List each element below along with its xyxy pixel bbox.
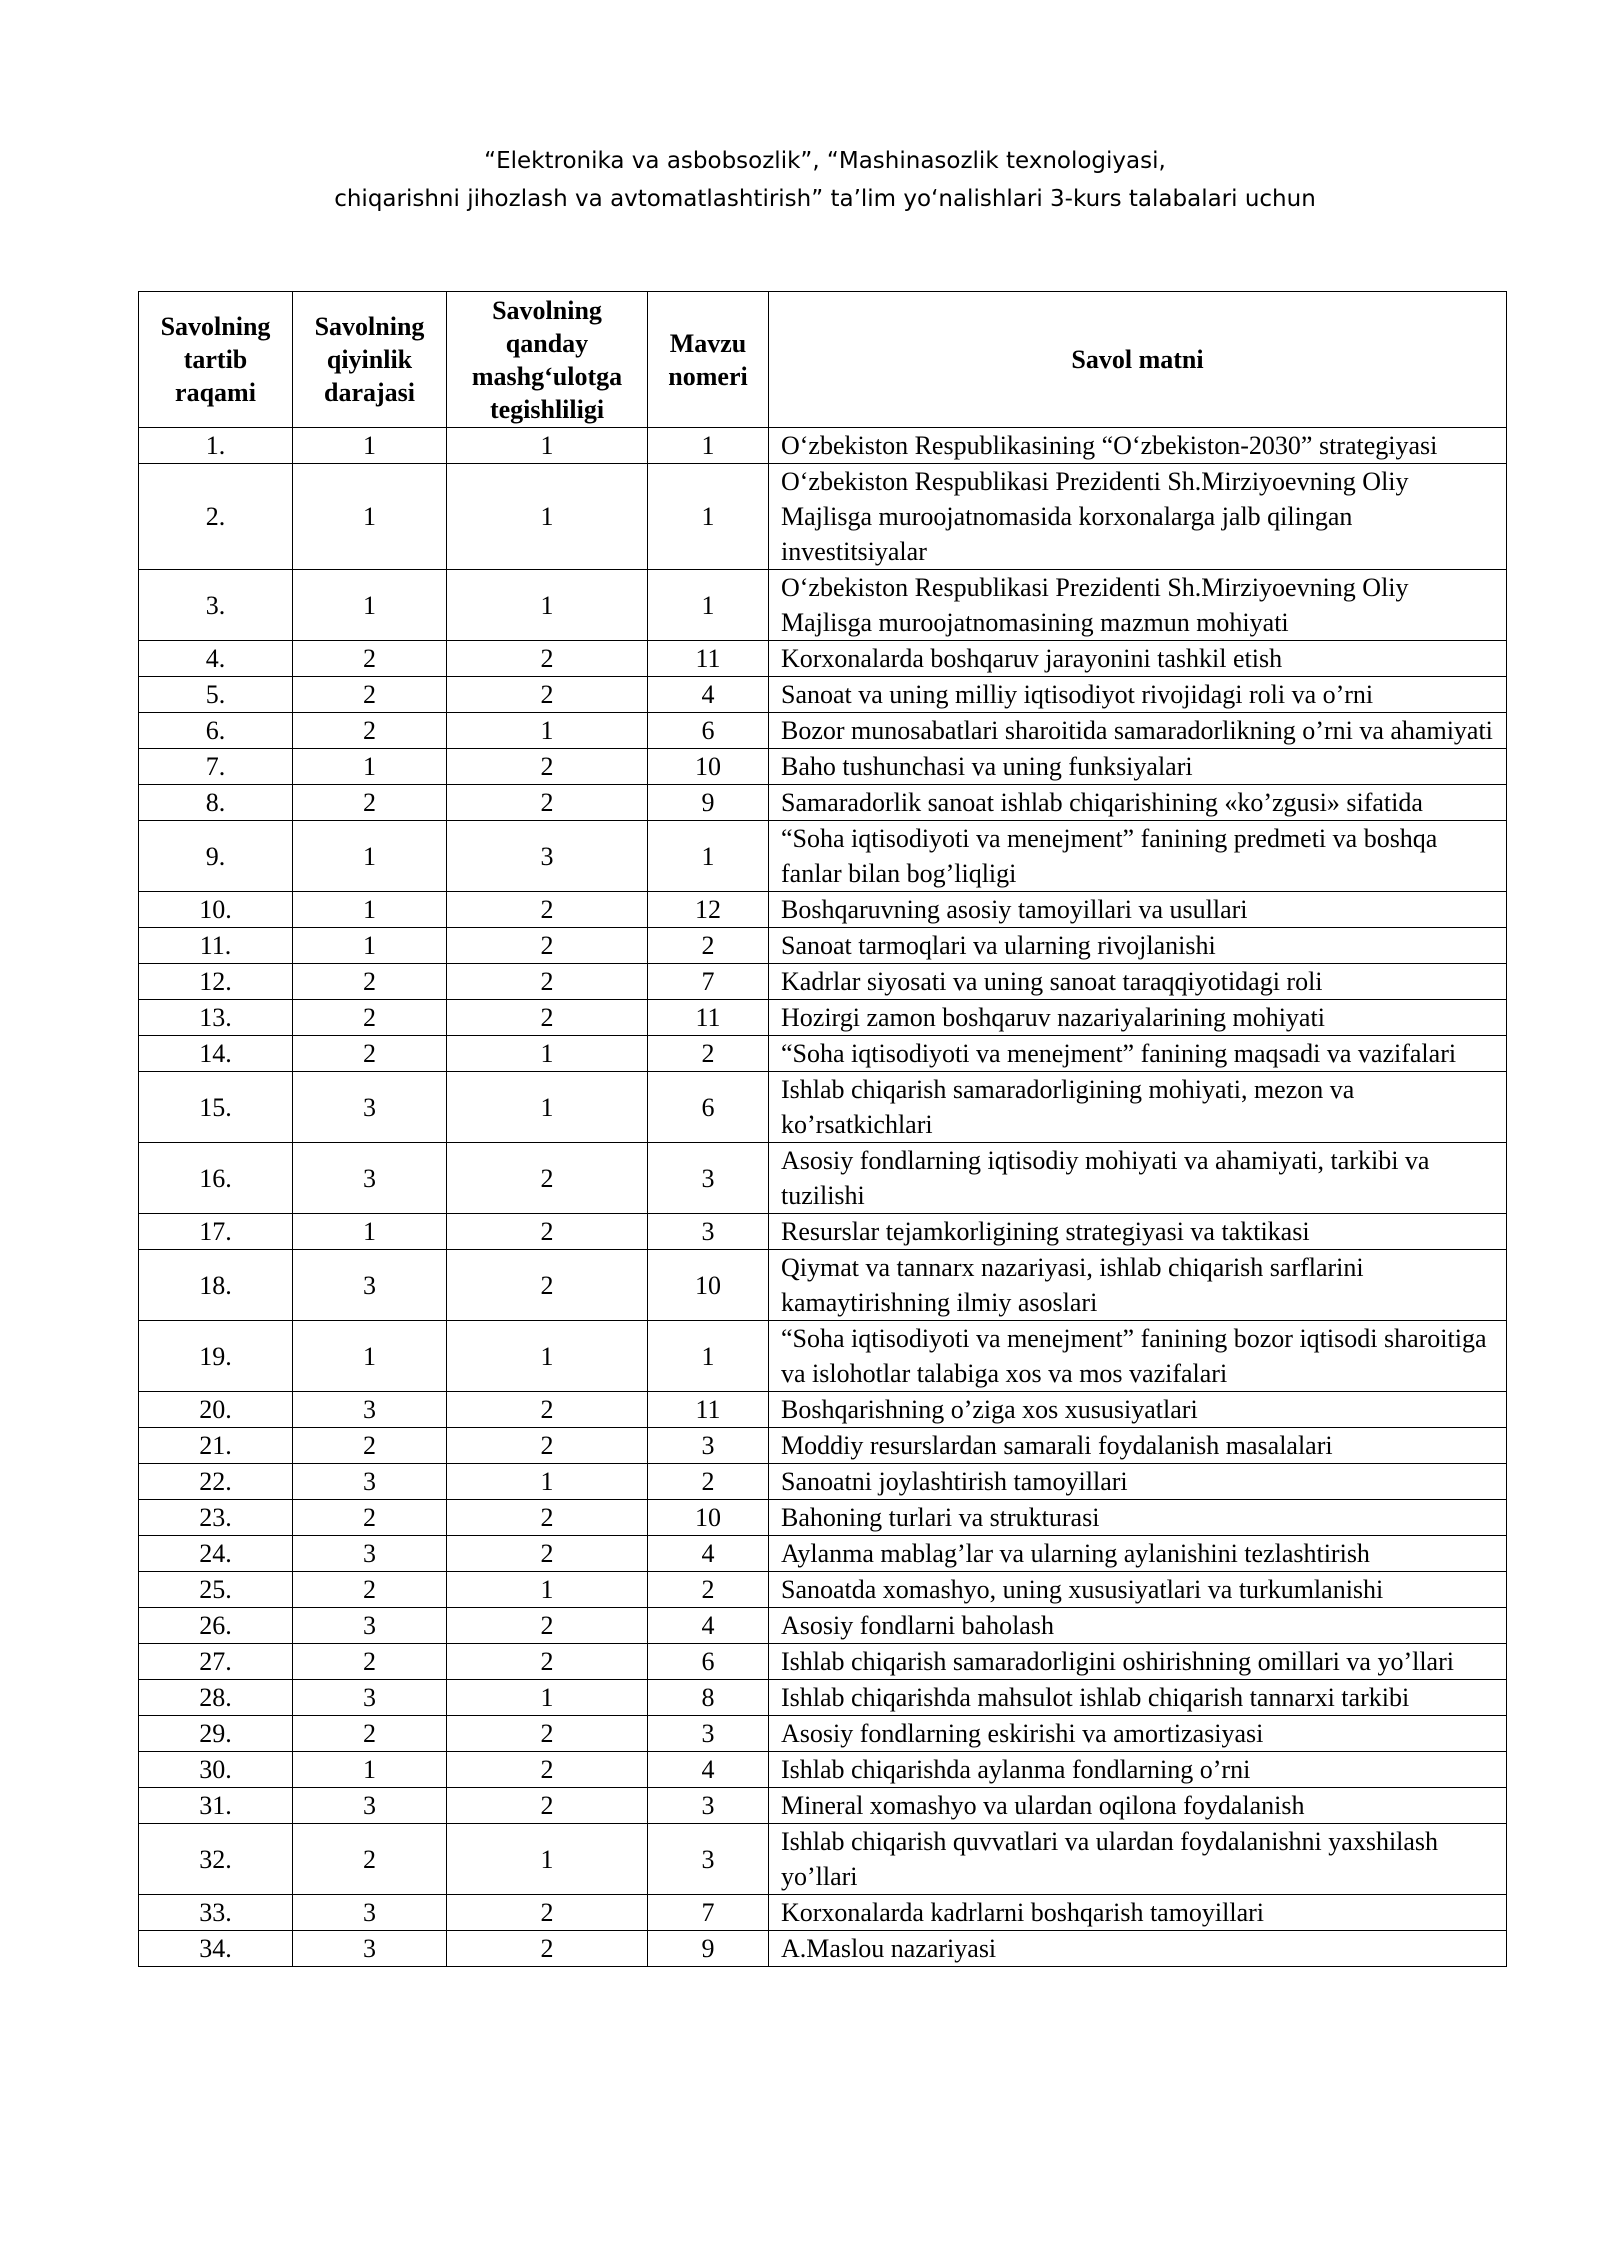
cell-lesson-type: 2 — [447, 1500, 648, 1536]
cell-question-text: Asosiy fondlarning iqtisodiy mohiyati va ahamiyati, tarkibi va tuzilishi — [769, 1143, 1507, 1214]
header-question-number: Savolning tartib raqami — [139, 292, 293, 428]
cell-question-text: A.Maslou nazariyasi — [769, 1931, 1507, 1967]
cell-question-text: Ishlab chiqarish quvvatlari va ulardan foydalanishni yaxshilash yo’llari — [769, 1824, 1507, 1895]
cell-topic-number: 7 — [648, 964, 769, 1000]
cell-lesson-type: 2 — [447, 1428, 648, 1464]
cell-lesson-type: 1 — [447, 428, 648, 464]
cell-lesson-type: 1 — [447, 1824, 648, 1895]
cell-topic-number: 4 — [648, 1752, 769, 1788]
cell-question-number: 8. — [139, 785, 293, 821]
table-row — [139, 570, 1507, 641]
cell-question-number: 29. — [139, 1716, 293, 1752]
header-topic-number: Mavzu nomeri — [648, 292, 769, 428]
cell-difficulty: 2 — [293, 1824, 447, 1895]
cell-question-text: Korxonalarda kadrlarni boshqarish tamoyillari — [769, 1895, 1507, 1931]
cell-question-number: 16. — [139, 1143, 293, 1214]
cell-question-number: 32. — [139, 1824, 293, 1895]
table-row — [139, 928, 1507, 964]
cell-lesson-type: 2 — [447, 749, 648, 785]
cell-difficulty: 1 — [293, 1214, 447, 1250]
cell-question-number: 17. — [139, 1214, 293, 1250]
cell-difficulty: 1 — [293, 928, 447, 964]
table-row — [139, 1428, 1507, 1464]
cell-topic-number: 10 — [648, 749, 769, 785]
table-row — [139, 1392, 1507, 1428]
table-row — [139, 1895, 1507, 1931]
table-row — [139, 1464, 1507, 1500]
header-lesson-type: Savolning qanday mashg‘ulotga tegishliligi — [447, 292, 648, 428]
cell-topic-number: 2 — [648, 1572, 769, 1608]
cell-question-number: 18. — [139, 1250, 293, 1321]
cell-question-number: 9. — [139, 821, 293, 892]
cell-question-text: Asosiy fondlarning eskirishi va amortizasiyasi — [769, 1716, 1507, 1752]
cell-question-number: 11. — [139, 928, 293, 964]
cell-difficulty: 2 — [293, 1572, 447, 1608]
cell-topic-number: 11 — [648, 1392, 769, 1428]
cell-lesson-type: 3 — [447, 821, 648, 892]
cell-question-text: Korxonalarda boshqaruv jarayonini tashkil etish — [769, 641, 1507, 677]
cell-topic-number: 3 — [648, 1824, 769, 1895]
cell-lesson-type: 2 — [447, 1644, 648, 1680]
cell-question-number: 24. — [139, 1536, 293, 1572]
cell-difficulty: 3 — [293, 1250, 447, 1321]
cell-difficulty: 3 — [293, 1895, 447, 1931]
table-row — [139, 1500, 1507, 1536]
cell-question-number: 10. — [139, 892, 293, 928]
cell-question-text: Qiymat va tannarx nazariyasi, ishlab chiqarish sarflarini kamaytirishning ilmiy asoslari — [769, 1250, 1507, 1321]
cell-question-number: 3. — [139, 570, 293, 641]
table-row — [139, 964, 1507, 1000]
cell-topic-number: 3 — [648, 1428, 769, 1464]
table-row — [139, 1143, 1507, 1214]
cell-lesson-type: 2 — [447, 1143, 648, 1214]
cell-lesson-type: 1 — [447, 1464, 648, 1500]
cell-question-text: Baho tushunchasi va uning funksiyalari — [769, 749, 1507, 785]
cell-question-number: 5. — [139, 677, 293, 713]
cell-lesson-type: 2 — [447, 1895, 648, 1931]
cell-difficulty: 1 — [293, 464, 447, 570]
cell-question-text: Sanoat tarmoqlari va ularning rivojlanishi — [769, 928, 1507, 964]
cell-difficulty: 3 — [293, 1392, 447, 1428]
cell-difficulty: 3 — [293, 1608, 447, 1644]
cell-difficulty: 2 — [293, 1644, 447, 1680]
cell-question-number: 25. — [139, 1572, 293, 1608]
cell-topic-number: 10 — [648, 1250, 769, 1321]
table-row — [139, 749, 1507, 785]
cell-topic-number: 11 — [648, 1000, 769, 1036]
cell-question-number: 33. — [139, 1895, 293, 1931]
header-difficulty-level: Savolning qiyinlik darajasi — [293, 292, 447, 428]
cell-lesson-type: 1 — [447, 1036, 648, 1072]
cell-question-number: 15. — [139, 1072, 293, 1143]
cell-difficulty: 2 — [293, 1000, 447, 1036]
cell-lesson-type: 2 — [447, 1000, 648, 1036]
table-row — [139, 1072, 1507, 1143]
cell-question-number: 6. — [139, 713, 293, 749]
cell-lesson-type: 1 — [447, 713, 648, 749]
cell-difficulty: 2 — [293, 1500, 447, 1536]
cell-question-number: 34. — [139, 1931, 293, 1967]
table-row — [139, 1680, 1507, 1716]
table-body — [139, 428, 1507, 1967]
cell-question-text: Ishlab chiqarishda mahsulot ishlab chiqarish tannarxi tarkibi — [769, 1680, 1507, 1716]
cell-difficulty: 2 — [293, 964, 447, 1000]
cell-topic-number: 4 — [648, 1536, 769, 1572]
cell-lesson-type: 2 — [447, 964, 648, 1000]
table-row — [139, 892, 1507, 928]
cell-topic-number: 7 — [648, 1895, 769, 1931]
cell-difficulty: 2 — [293, 785, 447, 821]
cell-topic-number: 1 — [648, 464, 769, 570]
cell-question-text: Resurslar tejamkorligining strategiyasi va taktikasi — [769, 1214, 1507, 1250]
cell-question-text: Boshqarishning o’ziga xos xususiyatlari — [769, 1392, 1507, 1428]
cell-question-number: 2. — [139, 464, 293, 570]
cell-question-text: Ishlab chiqarishda aylanma fondlarning o’rni — [769, 1752, 1507, 1788]
cell-lesson-type: 2 — [447, 1214, 648, 1250]
cell-question-text: Hozirgi zamon boshqaruv nazariyalarining mohiyati — [769, 1000, 1507, 1036]
cell-question-number: 31. — [139, 1788, 293, 1824]
table-row — [139, 785, 1507, 821]
cell-difficulty: 1 — [293, 1321, 447, 1392]
cell-lesson-type: 2 — [447, 1392, 648, 1428]
cell-lesson-type: 1 — [447, 464, 648, 570]
cell-question-text: Bahoning turlari va strukturasi — [769, 1500, 1507, 1536]
table-row — [139, 713, 1507, 749]
document-heading — [0, 142, 1600, 218]
cell-topic-number: 3 — [648, 1214, 769, 1250]
cell-lesson-type: 2 — [447, 1608, 648, 1644]
table-row — [139, 1716, 1507, 1752]
cell-question-text: Ishlab chiqarish samaradorligini oshirishning omillari va yo’llari — [769, 1644, 1507, 1680]
cell-question-text: Moddiy resurslardan samarali foydalanish masalalari — [769, 1428, 1507, 1464]
table-row — [139, 1036, 1507, 1072]
cell-difficulty: 3 — [293, 1072, 447, 1143]
cell-difficulty: 1 — [293, 821, 447, 892]
table-row — [139, 1644, 1507, 1680]
table-row — [139, 1000, 1507, 1036]
cell-lesson-type: 1 — [447, 570, 648, 641]
table-row — [139, 464, 1507, 570]
cell-topic-number: 1 — [648, 428, 769, 464]
cell-topic-number: 9 — [648, 785, 769, 821]
cell-difficulty: 3 — [293, 1536, 447, 1572]
cell-difficulty: 3 — [293, 1680, 447, 1716]
cell-question-text: Sanoatni joylashtirish tamoyillari — [769, 1464, 1507, 1500]
cell-question-text: Boshqaruvning asosiy tamoyillari va usullari — [769, 892, 1507, 928]
cell-question-number: 13. — [139, 1000, 293, 1036]
cell-lesson-type: 1 — [447, 1680, 648, 1716]
table-row — [139, 1250, 1507, 1321]
cell-topic-number: 12 — [648, 892, 769, 928]
cell-question-text: Asosiy fondlarni baholash — [769, 1608, 1507, 1644]
cell-question-number: 21. — [139, 1428, 293, 1464]
cell-topic-number: 6 — [648, 1644, 769, 1680]
cell-topic-number: 6 — [648, 1072, 769, 1143]
cell-lesson-type: 2 — [447, 892, 648, 928]
cell-topic-number: 2 — [648, 1036, 769, 1072]
cell-question-text: Sanoat va uning milliy iqtisodiyot rivojidagi roli va o’rni — [769, 677, 1507, 713]
cell-difficulty: 3 — [293, 1788, 447, 1824]
cell-question-number: 7. — [139, 749, 293, 785]
heading-line-1: “Elektronika va asbobsozlik”, “Mashinasozlik texnologiyasi, — [484, 148, 1166, 174]
table-header-row — [139, 292, 1507, 428]
cell-question-number: 19. — [139, 1321, 293, 1392]
cell-question-text: Samaradorlik sanoat ishlab chiqarishining «ko’zgusi» sifatida — [769, 785, 1507, 821]
cell-question-number: 28. — [139, 1680, 293, 1716]
cell-question-number: 30. — [139, 1752, 293, 1788]
cell-topic-number: 8 — [648, 1680, 769, 1716]
cell-topic-number: 2 — [648, 1464, 769, 1500]
cell-question-text: Ishlab chiqarish samaradorligining mohiyati, mezon va ko’rsatkichlari — [769, 1072, 1507, 1143]
cell-difficulty: 1 — [293, 749, 447, 785]
cell-lesson-type: 2 — [447, 677, 648, 713]
cell-difficulty: 3 — [293, 1931, 447, 1967]
cell-topic-number: 1 — [648, 1321, 769, 1392]
cell-topic-number: 4 — [648, 1608, 769, 1644]
cell-difficulty: 1 — [293, 892, 447, 928]
cell-question-text: Mineral xomashyo va ulardan oqilona foydalanish — [769, 1788, 1507, 1824]
table-row — [139, 1321, 1507, 1392]
cell-topic-number: 9 — [648, 1931, 769, 1967]
cell-topic-number: 2 — [648, 928, 769, 964]
cell-lesson-type: 2 — [447, 1716, 648, 1752]
cell-question-number: 20. — [139, 1392, 293, 1428]
cell-question-text: “Soha iqtisodiyoti va menejment” fanining bozor iqtisodi sharoitiga va islohotlar talabiga xos va mos vazifalari — [769, 1321, 1507, 1392]
cell-lesson-type: 2 — [447, 641, 648, 677]
table-row — [139, 1608, 1507, 1644]
table-row — [139, 1214, 1507, 1250]
cell-difficulty: 2 — [293, 1036, 447, 1072]
table-row — [139, 821, 1507, 892]
cell-question-text: O‘zbekiston Respublikasi Prezidenti Sh.Mirziyoevning Oliy Majlisga muroojatnomasining mazmun mohiyati — [769, 570, 1507, 641]
cell-topic-number: 1 — [648, 570, 769, 641]
cell-question-number: 27. — [139, 1644, 293, 1680]
cell-question-text: Sanoatda xomashyo, uning xususiyatlari va turkumlanishi — [769, 1572, 1507, 1608]
cell-question-number: 26. — [139, 1608, 293, 1644]
cell-lesson-type: 2 — [447, 1250, 648, 1321]
cell-lesson-type: 2 — [447, 1931, 648, 1967]
cell-question-text: O‘zbekiston Respublikasining “O‘zbekiston-2030” strategiyasi — [769, 428, 1507, 464]
table-row — [139, 1824, 1507, 1895]
cell-lesson-type: 2 — [447, 1752, 648, 1788]
cell-question-number: 12. — [139, 964, 293, 1000]
cell-topic-number: 11 — [648, 641, 769, 677]
cell-question-number: 1. — [139, 428, 293, 464]
heading-line-2: chiqarishni jihozlash va avtomatlashtirish” ta’lim yo‘nalishlari 3-kurs talabalari uchun — [334, 186, 1316, 212]
cell-question-number: 4. — [139, 641, 293, 677]
cell-topic-number: 6 — [648, 713, 769, 749]
table-row — [139, 1752, 1507, 1788]
table-row — [139, 1536, 1507, 1572]
cell-difficulty: 1 — [293, 428, 447, 464]
table-row — [139, 1931, 1507, 1967]
table-row — [139, 1572, 1507, 1608]
cell-difficulty: 2 — [293, 677, 447, 713]
cell-difficulty: 1 — [293, 1752, 447, 1788]
cell-lesson-type: 2 — [447, 785, 648, 821]
cell-lesson-type: 1 — [447, 1321, 648, 1392]
cell-difficulty: 2 — [293, 641, 447, 677]
cell-question-text: “Soha iqtisodiyoti va menejment” fanining predmeti va boshqa fanlar bilan bog’liqligi — [769, 821, 1507, 892]
cell-topic-number: 1 — [648, 821, 769, 892]
cell-topic-number: 3 — [648, 1143, 769, 1214]
cell-question-number: 22. — [139, 1464, 293, 1500]
cell-question-text: Kadrlar siyosati va uning sanoat taraqqiyotidagi roli — [769, 964, 1507, 1000]
header-question-text: Savol matni — [769, 292, 1507, 428]
table-row — [139, 1788, 1507, 1824]
cell-question-number: 14. — [139, 1036, 293, 1072]
cell-lesson-type: 1 — [447, 1572, 648, 1608]
cell-topic-number: 4 — [648, 677, 769, 713]
cell-topic-number: 3 — [648, 1716, 769, 1752]
cell-topic-number: 10 — [648, 1500, 769, 1536]
cell-difficulty: 1 — [293, 570, 447, 641]
table-row — [139, 677, 1507, 713]
cell-topic-number: 3 — [648, 1788, 769, 1824]
questions-table — [138, 291, 1507, 1967]
cell-difficulty: 2 — [293, 1716, 447, 1752]
table-row — [139, 428, 1507, 464]
cell-question-text: Bozor munosabatlari sharoitida samaradorlikning o’rni va ahamiyati — [769, 713, 1507, 749]
cell-question-number: 23. — [139, 1500, 293, 1536]
table-row — [139, 641, 1507, 677]
cell-difficulty: 3 — [293, 1143, 447, 1214]
cell-lesson-type: 2 — [447, 1788, 648, 1824]
cell-question-text: “Soha iqtisodiyoti va menejment” fanining maqsadi va vazifalari — [769, 1036, 1507, 1072]
cell-lesson-type: 2 — [447, 928, 648, 964]
cell-difficulty: 3 — [293, 1464, 447, 1500]
cell-lesson-type: 1 — [447, 1072, 648, 1143]
cell-question-text: Aylanma mablag’lar va ularning aylanishini tezlashtirish — [769, 1536, 1507, 1572]
cell-difficulty: 2 — [293, 713, 447, 749]
cell-question-text: O‘zbekiston Respublikasi Prezidenti Sh.Mirziyoevning Oliy Majlisga muroojatnomasida korxonalarga jalb qilingan investitsiyalar — [769, 464, 1507, 570]
cell-lesson-type: 2 — [447, 1536, 648, 1572]
cell-difficulty: 2 — [293, 1428, 447, 1464]
